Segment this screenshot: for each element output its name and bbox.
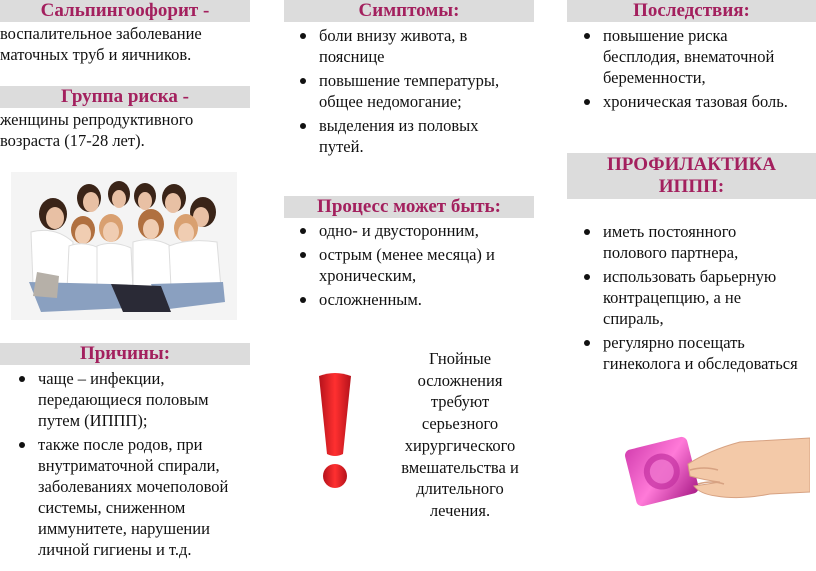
list-item: выделения из половых путей. [289, 115, 537, 157]
prevention-list [573, 221, 816, 377]
list-item: иметь постоянного полового партнера, [573, 221, 816, 263]
hand-with-condom-image [620, 420, 810, 520]
symptoms-heading: Симптомы: [284, 0, 534, 22]
list-item: также после родов, при внутриматочной спирали, заболеваниях мочеполовой системы, сниженном иммунитете, нарушении личной гигиены и т.д. [8, 434, 250, 560]
list-item: повышение риска бесплодия, внематочной беременности, [573, 25, 816, 88]
list-item: боли внизу живота, в пояснице [289, 25, 537, 67]
process-list [289, 220, 537, 313]
list-item: осложненным. [289, 289, 537, 310]
consequences-list [573, 25, 816, 115]
causes-list [8, 368, 250, 563]
process-heading: Процесс может быть: [284, 196, 534, 218]
risk-group-text: женщины репродуктивного возраста (17-28 лет). [0, 110, 194, 150]
risk-group-heading: Группа риска - [0, 86, 250, 108]
warning-text: Гнойные осложнения требуют серьезного хирургического вмешательства и длительного лечения. [401, 349, 519, 520]
causes-heading: Причины: [0, 343, 250, 365]
list-item: одно- и двусторонним, [289, 220, 537, 241]
list-item: хроническая тазовая боль. [573, 91, 816, 112]
consequences-heading: Последствия: [567, 0, 816, 22]
list-item: чаще – инфекции, передающиеся половым путем (ИППП); [8, 368, 250, 431]
list-item: использовать барьерную контрацепцию, а не спираль, [573, 266, 816, 329]
definition-heading: Сальпингоофорит - [0, 0, 250, 22]
prevention-heading: ПРОФИЛАКТИКА ИППП: [567, 153, 816, 199]
list-item: регулярно посещать гинеколога и обследоваться [573, 332, 816, 374]
list-item: острым (менее месяца) и хроническим, [289, 244, 537, 286]
women-group-photo [11, 172, 237, 320]
definition-text: воспалительное заболевание маточных труб и яичников. [0, 24, 202, 64]
exclamation-icon [313, 372, 357, 490]
list-item: повышение температуры, общее недомогание; [289, 70, 537, 112]
symptoms-list [289, 25, 537, 160]
